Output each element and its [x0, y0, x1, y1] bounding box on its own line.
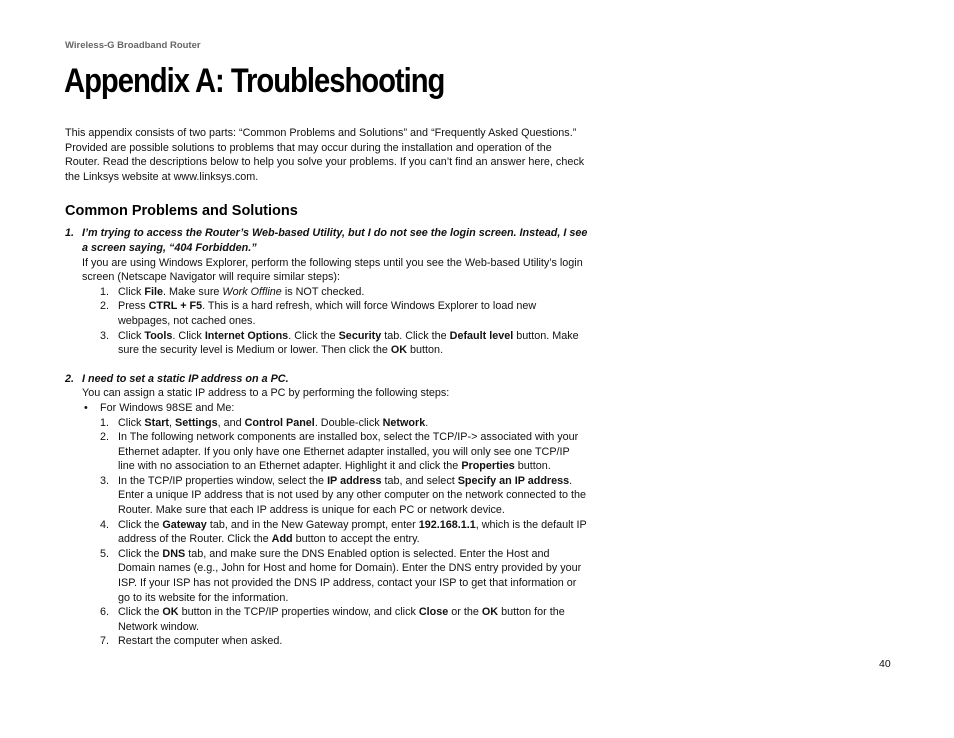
list-item	[100, 634, 589, 649]
step-text-run: . Click	[172, 329, 205, 342]
step-text-run: Add	[271, 533, 293, 546]
question-1-text: I’m trying to access the Router’s Web-based Utility, but I do not see the login screen. Instead, I see a screen saying, “404 Forbidden.”	[82, 227, 588, 254]
step-text	[118, 518, 589, 547]
list-item	[100, 474, 589, 518]
page-title: Appendix A: Troubleshooting	[64, 62, 445, 100]
question-2-steps	[100, 416, 589, 650]
step-text-run: Click the	[118, 547, 163, 560]
step-text-run: tab, and make sure the DNS Enabled option is selected. Enter the Host and Domain names (e.g., John for Host and home for Domain). Enter the DNS entry provided by your ISP. If your ISP has not provided the DNS IP address, contact your ISP to get that information or go to its website for the information.	[118, 547, 582, 604]
step-text-run: button for the Network window.	[118, 606, 565, 633]
step-text-run: Tools	[144, 329, 173, 342]
step-number: 3.	[100, 474, 110, 487]
step-number: 1.	[100, 285, 110, 298]
step-text-run: OK	[162, 606, 179, 619]
step-text-run: IP address	[327, 474, 382, 487]
intro-paragraph: This appendix consists of two parts: “Common Problems and Solutions” and “Frequently Asked Questions.” Provided are possible solutions to problems that may occur during the installation and operation of the Router. Read the descriptions below to help you solve your problems. If you can’t find an answer here, check the Linksys website at www.linksys.com.	[65, 127, 585, 183]
step-text-run: Click	[118, 416, 145, 429]
step-text-run: tab, and select	[381, 474, 458, 487]
step-text-run: button to accept the entry.	[292, 533, 420, 546]
step-text-run: tab. Click the	[381, 329, 450, 342]
step-number: 5.	[100, 547, 110, 560]
step-number: 3.	[100, 329, 110, 342]
step-text-run: button.	[514, 460, 551, 473]
step-text-run: Click	[118, 329, 145, 342]
step-text-run: . Make sure	[163, 285, 223, 298]
list-item	[100, 430, 589, 474]
step-text-run: Press	[118, 300, 149, 313]
step-text-run: Settings	[175, 416, 218, 429]
step-text-run: Restart the computer when asked.	[118, 635, 283, 648]
step-text-run: button. Make sure the security level is Medium or lower. Then click the	[118, 329, 579, 357]
step-number: 1.	[100, 416, 110, 429]
step-text	[118, 329, 589, 358]
step-text-run: , which is the default IP address of the Router. Click the	[118, 518, 587, 546]
list-item	[100, 285, 589, 300]
step-text-run: Gateway	[162, 518, 207, 531]
list-item	[100, 299, 589, 328]
step-text-run: Control Panel	[244, 416, 315, 429]
question-1	[65, 226, 589, 255]
step-text	[118, 547, 589, 605]
question-2	[65, 372, 589, 387]
step-text-run: , and	[217, 416, 245, 429]
step-number: 7.	[100, 635, 110, 648]
step-text-run: DNS	[162, 547, 186, 560]
question-2-text: I need to set a static IP address on a PC.	[82, 372, 289, 385]
step-text-run: Internet Options	[204, 329, 289, 342]
step-text-run: ,	[169, 416, 176, 429]
question-1-number: 1.	[65, 227, 75, 240]
step-text-run: CTRL + F5	[148, 300, 203, 313]
step-text	[118, 430, 589, 474]
step-text-run: . This is a hard refresh, which will force Windows Explorer to load new webpages, not cached ones.	[118, 300, 537, 327]
step-number: 2.	[100, 431, 110, 444]
step-text-run: button in the TCP/IP properties window, and click	[178, 606, 419, 619]
step-text-run: .	[425, 416, 429, 429]
step-text-run: is NOT checked.	[281, 285, 365, 298]
step-text-run: Click the	[118, 518, 163, 531]
question-2-number: 2.	[65, 372, 75, 385]
step-text-run: OK	[390, 344, 408, 357]
step-text-run: button.	[407, 344, 444, 357]
step-text	[118, 285, 589, 300]
list-item	[100, 416, 589, 431]
step-text-run: Click the	[118, 606, 163, 619]
step-text-run: Work Offline	[222, 285, 282, 298]
main-content	[65, 126, 589, 649]
list-item	[100, 605, 589, 634]
step-text-run: Default level	[449, 329, 514, 342]
step-number: 2.	[100, 300, 110, 313]
step-text-run: OK	[481, 606, 499, 619]
page-number: 40	[879, 658, 891, 670]
list-item	[100, 329, 589, 358]
step-text-run: Start	[144, 416, 170, 429]
step-text	[118, 299, 589, 328]
step-text	[118, 474, 589, 518]
step-text-run: . Click the	[288, 329, 339, 342]
step-text-run: or the	[448, 606, 482, 619]
step-text-run: tab, and in the New Gateway prompt, enter	[206, 518, 419, 531]
step-text-run: Click	[118, 285, 145, 298]
bullet-text: For Windows 98SE and Me:	[100, 401, 235, 414]
step-text-run: File	[144, 285, 164, 298]
step-text-run: Properties	[461, 460, 515, 473]
list-item	[100, 518, 589, 547]
section-heading: Common Problems and Solutions	[65, 203, 298, 220]
step-text	[118, 634, 589, 649]
step-text-run: 192.168.1.1	[418, 518, 476, 531]
step-number: 4.	[100, 518, 110, 531]
question-2-paragraph: You can assign a static IP address to a PC by performing the following steps:	[82, 387, 450, 400]
windows-version-bullet	[84, 401, 589, 416]
step-text-run: Specify an IP address	[457, 474, 570, 487]
question-1-paragraph: If you are using Windows Explorer, perform the following steps until you see the Web-based Utility’s login screen (Netscape Navigator will require similar steps):	[82, 256, 583, 284]
step-text-run: Close	[418, 606, 449, 619]
step-text-run: . Enter a unique IP address that is not used by any other computer on the network connected to the Router. Make sure that each IP address is unique for each PC or network device.	[118, 474, 586, 517]
step-text-run: . Double-click	[314, 416, 383, 429]
list-item	[100, 547, 589, 605]
step-text-run: Security	[338, 329, 382, 342]
step-text	[118, 416, 589, 431]
step-number: 6.	[100, 606, 110, 619]
step-text	[118, 605, 589, 634]
step-text-run: In The following network components are installed box, select the TCP/IP-> associated with your Ethernet adapter. If you only have one Ethernet adapter installed, you will only see one TCP/IP line with no association to an Ethernet adapter. Highlight it and click the	[118, 431, 579, 473]
step-text-run: In the TCP/IP properties window, select the	[118, 474, 328, 487]
step-text-run: Network	[382, 416, 426, 429]
bullet-dot-icon: •	[84, 401, 88, 414]
running-header: Wireless-G Broadband Router	[65, 40, 201, 51]
question-1-steps	[100, 285, 589, 358]
